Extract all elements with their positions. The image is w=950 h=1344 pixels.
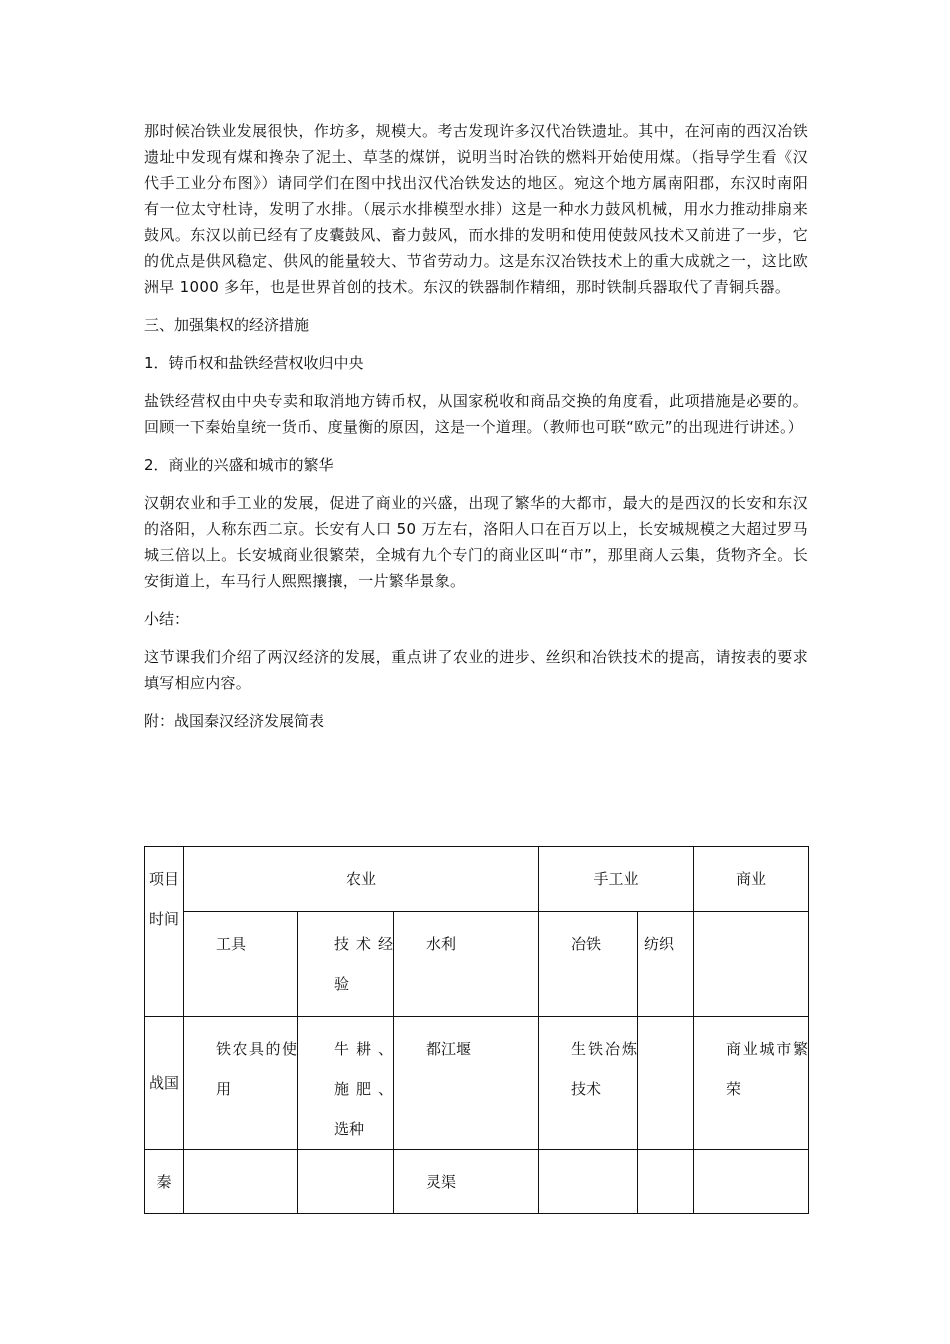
document-body — [144, 118, 808, 746]
subheader-technique: 技术经验 — [298, 912, 394, 1017]
smelting-cell: 生铁冶炼技术 — [539, 1017, 638, 1150]
header-handicraft: 手工业 — [539, 847, 694, 912]
paragraph-summary: 这节课我们介绍了两汉经济的发展，重点讲了农业的进步、丝织和冶铁技术的提高，请按表的要求填写相应内容。 — [144, 648, 808, 692]
tools-cell — [184, 1150, 298, 1214]
paragraph-commerce: 汉朝农业和手工业的发展，促进了商业的兴盛，出现了繁华的大都市，最大的是西汉的长安和东汉的洛阳，人称东西二京。长安有人口 50 万左右，洛阳人口在百万以上，长安城规模之大超过罗马城三倍以上。长安城商业很繁荣，全城有九个专门的商业区叫“市”，那里商人云集，货物齐全。长安街道上，车马行人熙熙攘攘，一片繁华景象。 — [144, 494, 808, 590]
weaving-cell — [638, 1150, 694, 1214]
table-row-group-header — [145, 847, 809, 912]
header-agriculture: 农业 — [184, 847, 539, 912]
subheader-weaving: 纺织 — [638, 912, 694, 1017]
table-corner-cell — [145, 847, 184, 1017]
technique-cell — [298, 1150, 394, 1214]
economy-summary-table — [144, 846, 809, 1214]
subheader-irrigation: 水利 — [394, 912, 539, 1017]
header-commerce: 商业 — [694, 847, 809, 912]
paragraph-iron-smelting: 那时候冶铁业发展很快，作坊多，规模大。考古发现许多汉代冶铁遗址。其中，在河南的西汉冶铁遗址中发现有煤和搀杂了泥土、草茎的煤饼，说明当时冶铁的燃料开始使用煤。（指导学生看《汉代手工业分布图》）请同学们在图中找出汉代冶铁发达的地区。宛这个地方属南阳郡，东汉时南阳有一位太守杜诗，发明了水排。（展示水排模型水排）这是一种水力鼓风机械，用水力推动排扇来鼓风。东汉以前已经有了皮囊鼓风、畜力鼓风，而水排的发明和使用使鼓风技术又前进了一步，它的优点是供风稳定、供风的能量较大、节省劳动力。这是东汉冶铁技术上的重大成就之一，这比欧洲早 1000 多年，也是世界首创的技术。东汉的铁器制作精细，那时铁制兵器取代了青铜兵器。 — [144, 122, 808, 296]
tools-cell: 铁农具的使用 — [184, 1017, 298, 1150]
commerce-cell: 商业城市繁荣 — [694, 1017, 809, 1150]
smelting-cell — [539, 1150, 638, 1214]
corner-label-time: 时间 — [148, 910, 179, 928]
subheader-tools: 工具 — [184, 912, 298, 1017]
technique-cell: 牛耕、施肥、选种 — [298, 1017, 394, 1150]
table-row — [145, 1017, 809, 1150]
subheader-smelting: 冶铁 — [539, 912, 638, 1017]
commerce-cell — [694, 1150, 809, 1214]
weaving-cell — [638, 1017, 694, 1150]
subheading-commerce-cities: 2．商业的兴盛和城市的繁华 — [144, 456, 334, 474]
period-cell: 秦 — [145, 1150, 184, 1214]
paragraph-salt-iron-monopoly: 盐铁经营权由中央专卖和取消地方铸币权，从国家税收和商品交换的角度看，此项措施是必要的。回顾一下秦始皇统一货币、度量衡的原因，这是一个道理。（教师也可联“欧元”的出现进行讲述。） — [144, 392, 808, 436]
corner-label-item: 项目 — [148, 870, 179, 888]
subheader-commerce-empty — [694, 912, 809, 1017]
period-cell: 战国 — [145, 1017, 184, 1150]
table-row-subheader — [145, 912, 809, 1017]
subheading-coinage-salt-iron: 1．铸币权和盐铁经营权收归中央 — [144, 354, 364, 372]
summary-label: 小结： — [144, 610, 190, 628]
appendix-title: 附：战国秦汉经济发展简表 — [144, 712, 325, 730]
irrigation-cell: 都江堰 — [394, 1017, 539, 1150]
irrigation-cell: 灵渠 — [394, 1150, 539, 1214]
section-heading-economic-measures: 三、加强集权的经济措施 — [144, 316, 310, 334]
table-row — [145, 1150, 809, 1214]
